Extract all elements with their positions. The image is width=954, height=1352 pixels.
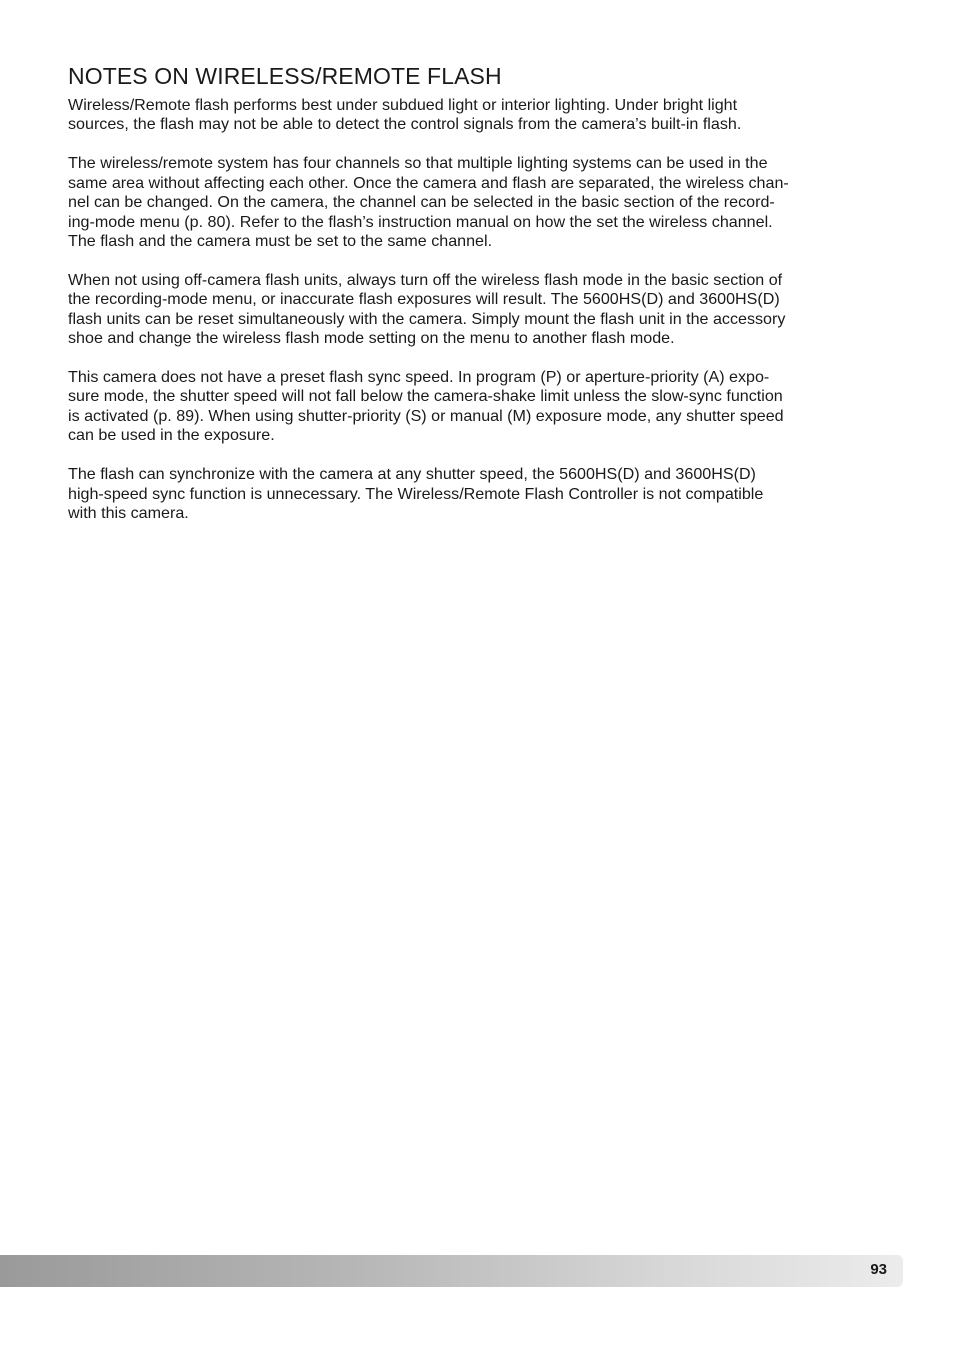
footer-bar	[0, 1255, 903, 1287]
paragraph-wireless-lighting: Wireless/Remote flash performs best under subdued light or interior lighting. Under bright light sources, the flash may not be able to detect the control signals from the camera’s built-in flash.	[68, 96, 742, 134]
paragraph-channels: The wireless/remote system has four channels so that multiple lighting systems can be used in the same area without affecting each other. Once the camera and flash are separated, the wireless chan- nel can be changed. On the camera, the channel can be selected in the basic section of the record- ing-mode menu (p. 80). Refer to the flash’s instruction manual on how the set the wireless channel. The flash and the camera must be set to the same channel.	[68, 154, 789, 250]
paragraph-high-speed-sync: The flash can synchronize with the camera at any shutter speed, the 5600HS(D) and 3600HS(D) high-speed sync function is unnecessary. The Wireless/Remote Flash Controller is not compatible with this camera.	[68, 465, 764, 522]
paragraph-off-camera: When not using off-camera flash units, always turn off the wireless flash mode in the basic section of the recording-mode menu, or inaccurate flash exposures will result. The 5600HS(D) and 3600HS(D) flash units can be reset simultaneously with the camera. Simply mount the flash unit in the accessory shoe and change the wireless flash mode setting on the menu to another flash mode.	[68, 270, 786, 348]
paragraph-sync-speed: This camera does not have a preset flash sync speed. In program (P) or aperture-priority (A) expo- sure mode, the shutter speed will not fall below the camera-shake limit unless the slow-sync function is activated (p. 89). When using shutter-priority (S) or manual (M) exposure mode, any shutter speed can be used in the exposure.	[68, 367, 784, 445]
page-number: 93	[870, 1261, 887, 1278]
page-content	[68, 62, 890, 543]
page-title: NOTES ON WIRELESS/REMOTE FLASH	[68, 63, 502, 89]
